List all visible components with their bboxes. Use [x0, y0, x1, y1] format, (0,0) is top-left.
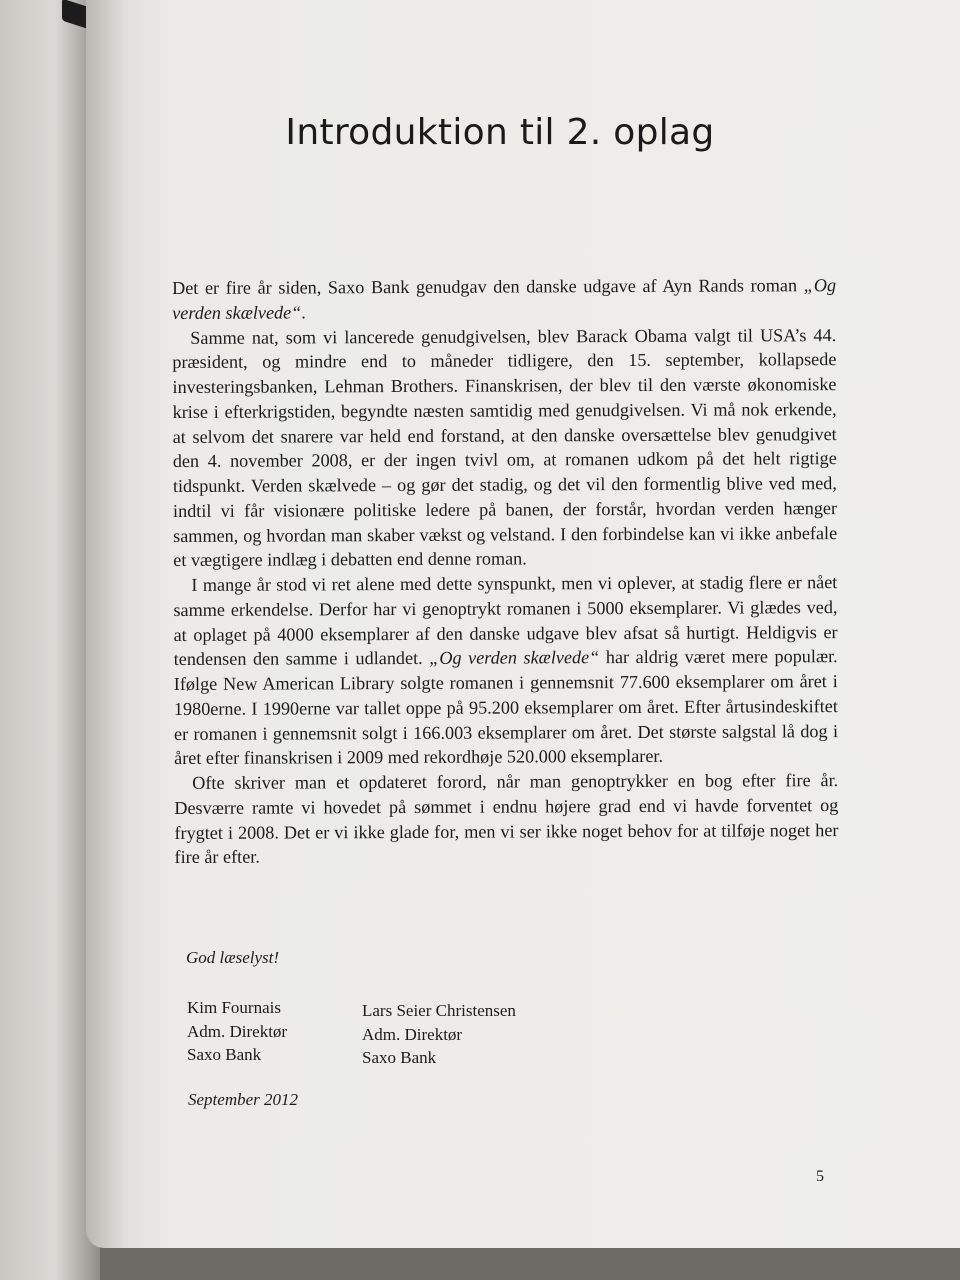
book-title: „Og verden skælvede“ [172, 275, 837, 323]
paragraph-2: Samme nat, som vi lancerede genudgivelsen, blev Barack Obama valgt til USA’s 44. præsident, og mindre end to måneder tidligere, den 15. september, kollapsede investeringsbanken, Lehman Brothers. Finanskrisen, der blev til den værste økonomiske krise i efterkrigstiden, begyndte næsten samtidig med genudgivelsen. Vi må nok erkende, at selvom det snarere var held end forstand, at den danske oversættelse blev genudgivet den 4. november 2008, er der ingen tvivl om, at romanen udkom på det helt rigtige tidspunkt. Verden skælvede – og gør det stadig, og det vil den formentlig blive ved med, indtil vi får visionære politiske ledere på banen, der forstår, hvordan verden hænger sammen, og hvordan man skaber vækst og velstand. I den forbindelse kan vi ikke anbefale et vægtigere indlæg i debatten end denne roman. [172, 324, 838, 571]
paragraph-1-text: Det er fire år siden, Saxo Bank genudgav den danske udgave af Ayn Rands roman [172, 275, 804, 298]
signatory-name: Kim Fournais [187, 998, 281, 1017]
greeting: God læselyst! [186, 948, 280, 967]
paragraph-1-end: . [301, 302, 306, 323]
page-number: 5 [816, 1168, 824, 1185]
signatory-company: Saxo Bank [362, 1048, 437, 1067]
date-line: September 2012 [188, 1090, 299, 1109]
paragraph-1 [172, 273, 836, 325]
facing-page-edge [0, 0, 100, 1280]
book-title-inline: „Og verden skælvede“ [429, 647, 600, 669]
page-title: Introduktion til 2. oplag [285, 112, 715, 153]
paragraph-3-before: I mange år stod vi ret alene med dette synspunkt, men vi oplever, at stadig flere er nået samme erkendelse. Derfor har vi genoptrykt romanen i 5000 eksemplarer. Vi glædes ved, at oplaget på 4000 eksemplarer af den danske udgave blev afsat så hurtigt. Heldigvis er tendensen den samme i udlandet. [173, 572, 838, 670]
body-text [172, 273, 839, 870]
paragraph-3-after: har aldrig været mere populær. Ifølge New American Library solgte romanen i gennemsnit 77.600 eksemplarer om året i 1980erne. I 1990erne var tallet oppe på 95.200 eksemplarer om året. Efter årtusindeskiftet er romanen i gennemsnit solgt i 166.003 eksemplarer om året. Det største salgstal lå dog i året efter finanskrisen i 2009 med rekordhøje 520.000 eksemplarer. [173, 646, 839, 769]
signatory-name: Lars Seier Christensen [362, 1001, 516, 1020]
signature-block-2 [362, 999, 516, 1070]
paragraph-3 [173, 570, 838, 771]
signature-block-1 [187, 996, 287, 1067]
paragraph-4: Ofte skriver man et opdateret forord, når man genoptrykker en bog efter fire år. Desværre ramte vi hovedet på sømmet i endnu højere grad end vi havde forventet og frygtet i 2008. Det er vi ikke glade for, men vi ser ikke noget behov for at tilføje noget her fire år efter. [174, 770, 839, 868]
signatory-role: Adm. Direktør [362, 1024, 463, 1044]
signatory-role: Adm. Direktør [187, 1021, 288, 1041]
signatory-company: Saxo Bank [187, 1045, 262, 1064]
